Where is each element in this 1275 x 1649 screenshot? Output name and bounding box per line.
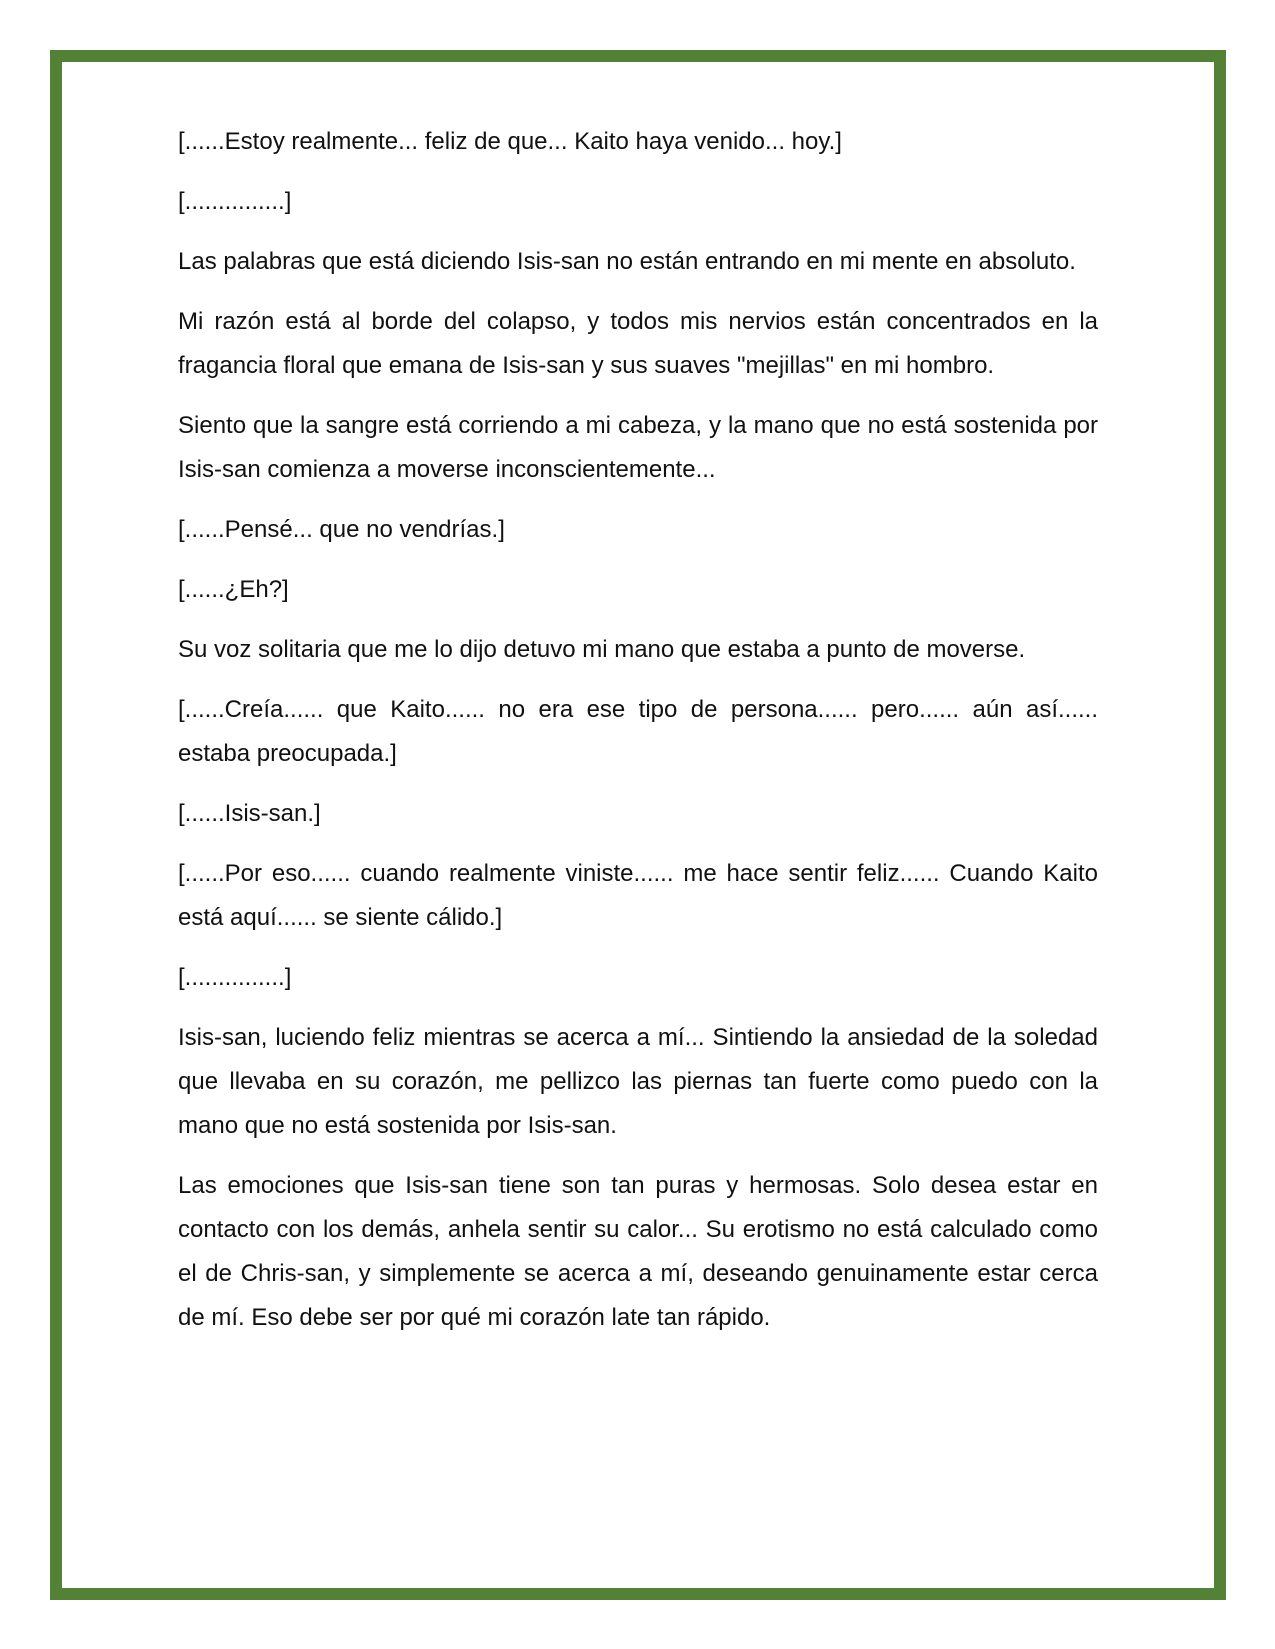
dialogue-paragraph: [......Creía...... que Kaito...... no era ese tipo de persona...... pero...... aún así...... estaba preocupada.]	[178, 696, 1098, 767]
dialogue-paragraph: [...............]	[178, 188, 292, 215]
dialogue-paragraph: [......Por eso...... cuando realmente viniste...... me hace sentir feliz...... Cuando Kaito está aquí...... se siente cálido.]	[178, 860, 1098, 931]
dialogue-paragraph: [......Pensé... que no vendrías.]	[178, 516, 505, 543]
dialogue-paragraph: [...............]	[178, 964, 292, 991]
narration-paragraph: Mi razón está al borde del colapso, y todos mis nervios están concentrados en la fragancia floral que emana de Isis-san y sus suaves "mejillas" en mi hombro.	[178, 308, 1098, 379]
narration-paragraph: Siento que la sangre está corriendo a mi cabeza, y la mano que no está sostenida por Isis-san comienza a moverse inconscientemente...	[178, 412, 1098, 483]
narration-paragraph: Su voz solitaria que me lo dijo detuvo mi mano que estaba a punto de moverse.	[178, 636, 1026, 663]
dialogue-paragraph: [......Estoy realmente... feliz de que... Kaito haya venido... hoy.]	[178, 128, 842, 155]
narration-paragraph: Isis-san, luciendo feliz mientras se acerca a mí... Sintiendo la ansiedad de la soledad que llevaba en su corazón, me pellizco las piernas tan fuerte como puedo con la mano que no está sostenida por Isis-san.	[178, 1024, 1098, 1139]
document-body	[178, 120, 1098, 1356]
narration-paragraph: Las emociones que Isis-san tiene son tan puras y hermosas. Solo desea estar en contacto con los demás, anhela sentir su calor... Su erotismo no está calculado como el de Chris-san, y simplemente se acerca a mí, deseando genuinamente estar cerca de mí. Eso debe ser por qué mi corazón late tan rápido.	[178, 1172, 1098, 1331]
narration-paragraph: Las palabras que está diciendo Isis-san no están entrando en mi mente en absoluto.	[178, 248, 1076, 275]
dialogue-paragraph: [......Isis-san.]	[178, 800, 321, 827]
dialogue-paragraph: [......¿Eh?]	[178, 576, 289, 603]
